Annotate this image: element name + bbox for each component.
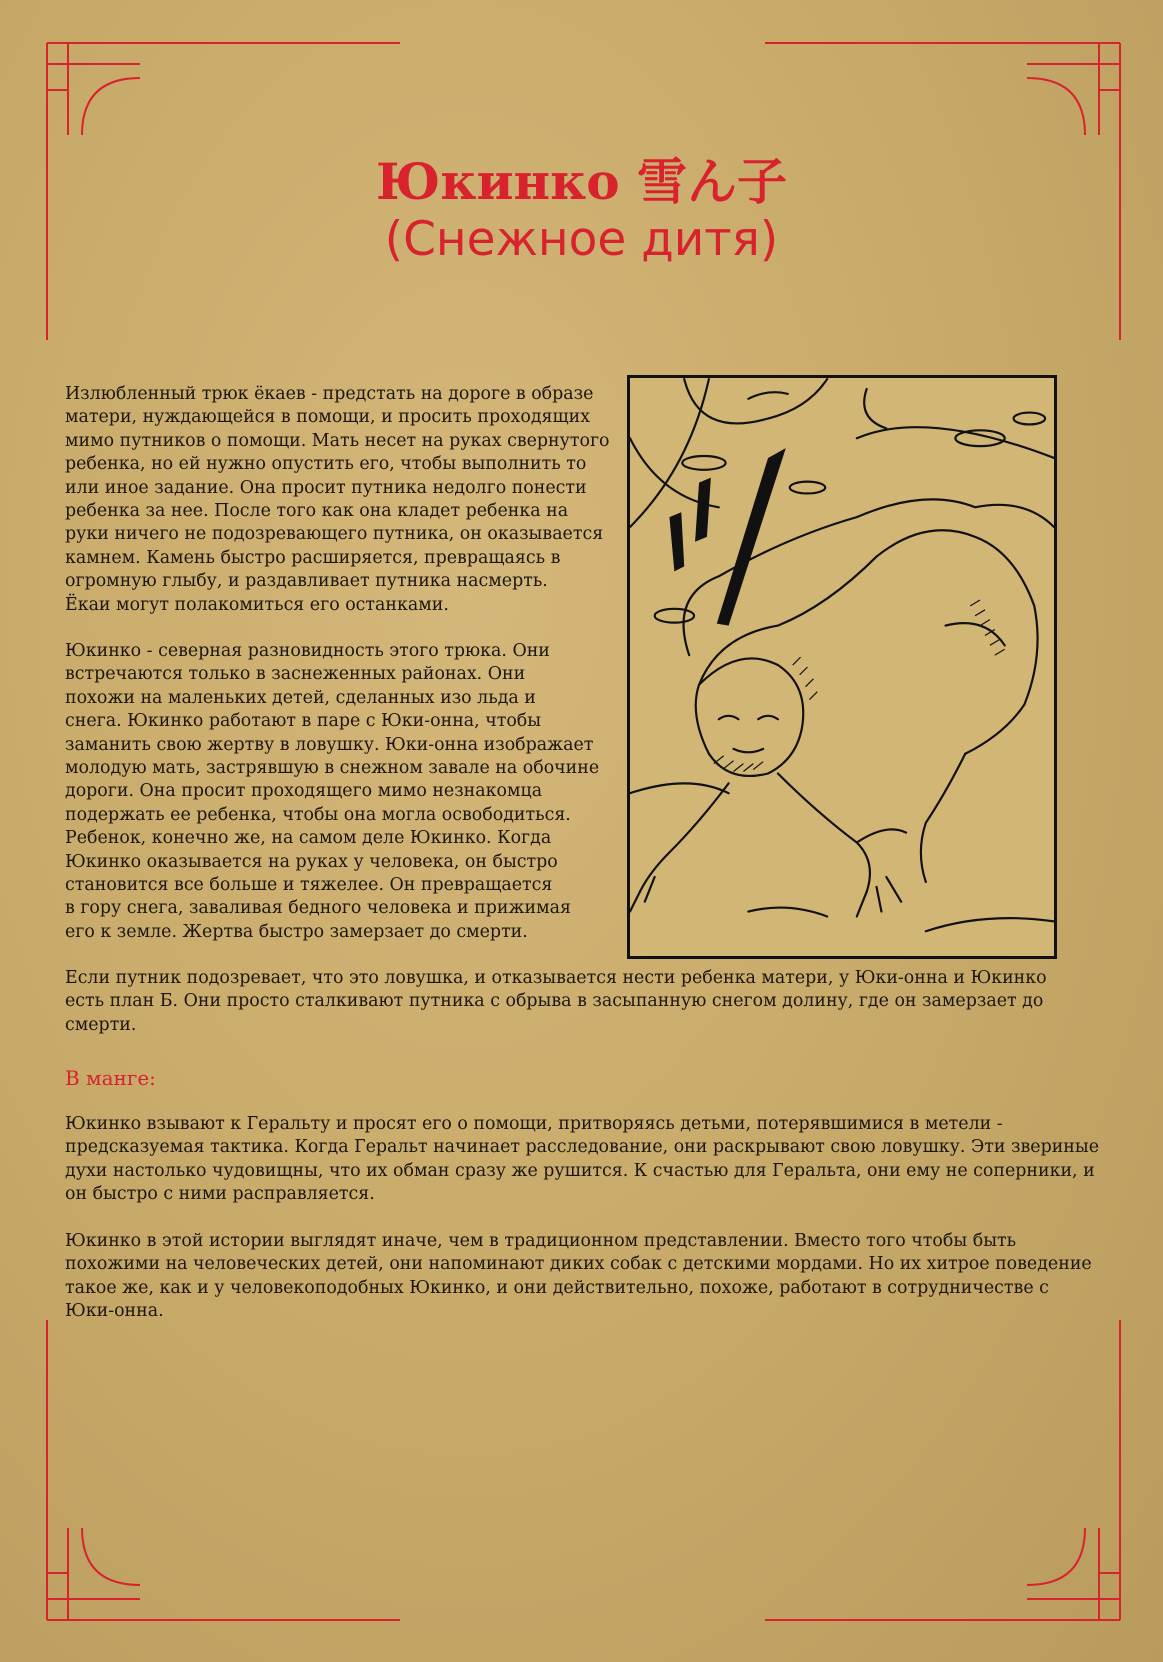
yukinko-illustration [627,375,1057,959]
manga-paragraph-1: Юкинко взывают к Геральту и просят его о помощи, притворяясь детьми, потерявшимися в метели - предсказуемая тактика. Когда Геральт начинает расследование, они раскрывают свою ловушку. Эти звериные духи настолько чудовищны, что их обман сразу же рушится. К счастью для Геральта, они ему не соперники, и он быстро с ними расправляется. [65,1114,1100,1205]
intro-paragraph: Излюбленный трюк ёкаев - предстать на дороге в образе матери, нуждающейся в помощи, и просить проходящих мимо путников о помощи. Мать несет на руках свернутого ребенка, но ей нужно опустить его, чтобы выполнить то или иное задание. Она просит путника недолго понести ребенка за нее. После того как она кладет ребенка на руки ничего не подозревающего путника, он оказывается камнем. Камень быстро расширяется, превращаясь в огромную глыбу, и раздавливает путника насмерть. Ёкаи могут полакомиться его останками. [65,384,610,615]
manga-section-heading: В манге: [65,1066,156,1090]
plan-b-paragraph: Если путник подозревает, что это ловушка, и отказывается нести ребенка матери, у Юки-онна и Юкинко есть план Б. Они просто сталкивают путника с обрыва в засыпанную снегом долину, где он замерзает до смерти. [65,968,1047,1035]
title-main: Юкинко 雪ん子 [375,152,787,211]
creature-drawing [630,378,1054,956]
page-title [0,152,1163,268]
corner-ornament-bottom-left [47,1528,140,1620]
yukinko-description-paragraph: Юкинко - северная разновидность этого трюка. Они встречаются только в заснеженных районах. Они похожи на маленьких детей, сделанных изо льда и снега. Юкинко работают в паре с Юки-онна, чтобы заманить свою жертву в ловушку. Юки-онна изображает молодую мать, застрявшую в снежном завале на обочине дороги. Она просит проходящего мимо незнакомца подержать ее ребенка, чтобы она могла освободиться. Ребенок, конечно же, на самом деле Юкинко. Когда Юкинко оказывается на руках у человека, он быстро становится все больше и тяжелее. Он превращается в гору снега, заваливая бедного человека и прижимая его к земле. Жертва быстро замерзает до смерти. [65,641,600,942]
corner-ornament-bottom-right [1027,1528,1120,1620]
manga-paragraph-2: Юкинко в этой истории выглядят иначе, чем в традиционном представлении. Вместо того чтобы быть похожими на человеческих детей, они напоминают диких собак с детскими мордами. Но их хитрое поведение такое же, как и у человекоподобных Юкинко, и они действительно, похоже, работают в сотрудничестве с Юки-онна. [65,1231,1092,1322]
corner-ornament-top-right [1027,43,1120,135]
corner-ornament-top-left [47,43,140,135]
title-subtitle: (Снежное дитя) [384,212,779,267]
